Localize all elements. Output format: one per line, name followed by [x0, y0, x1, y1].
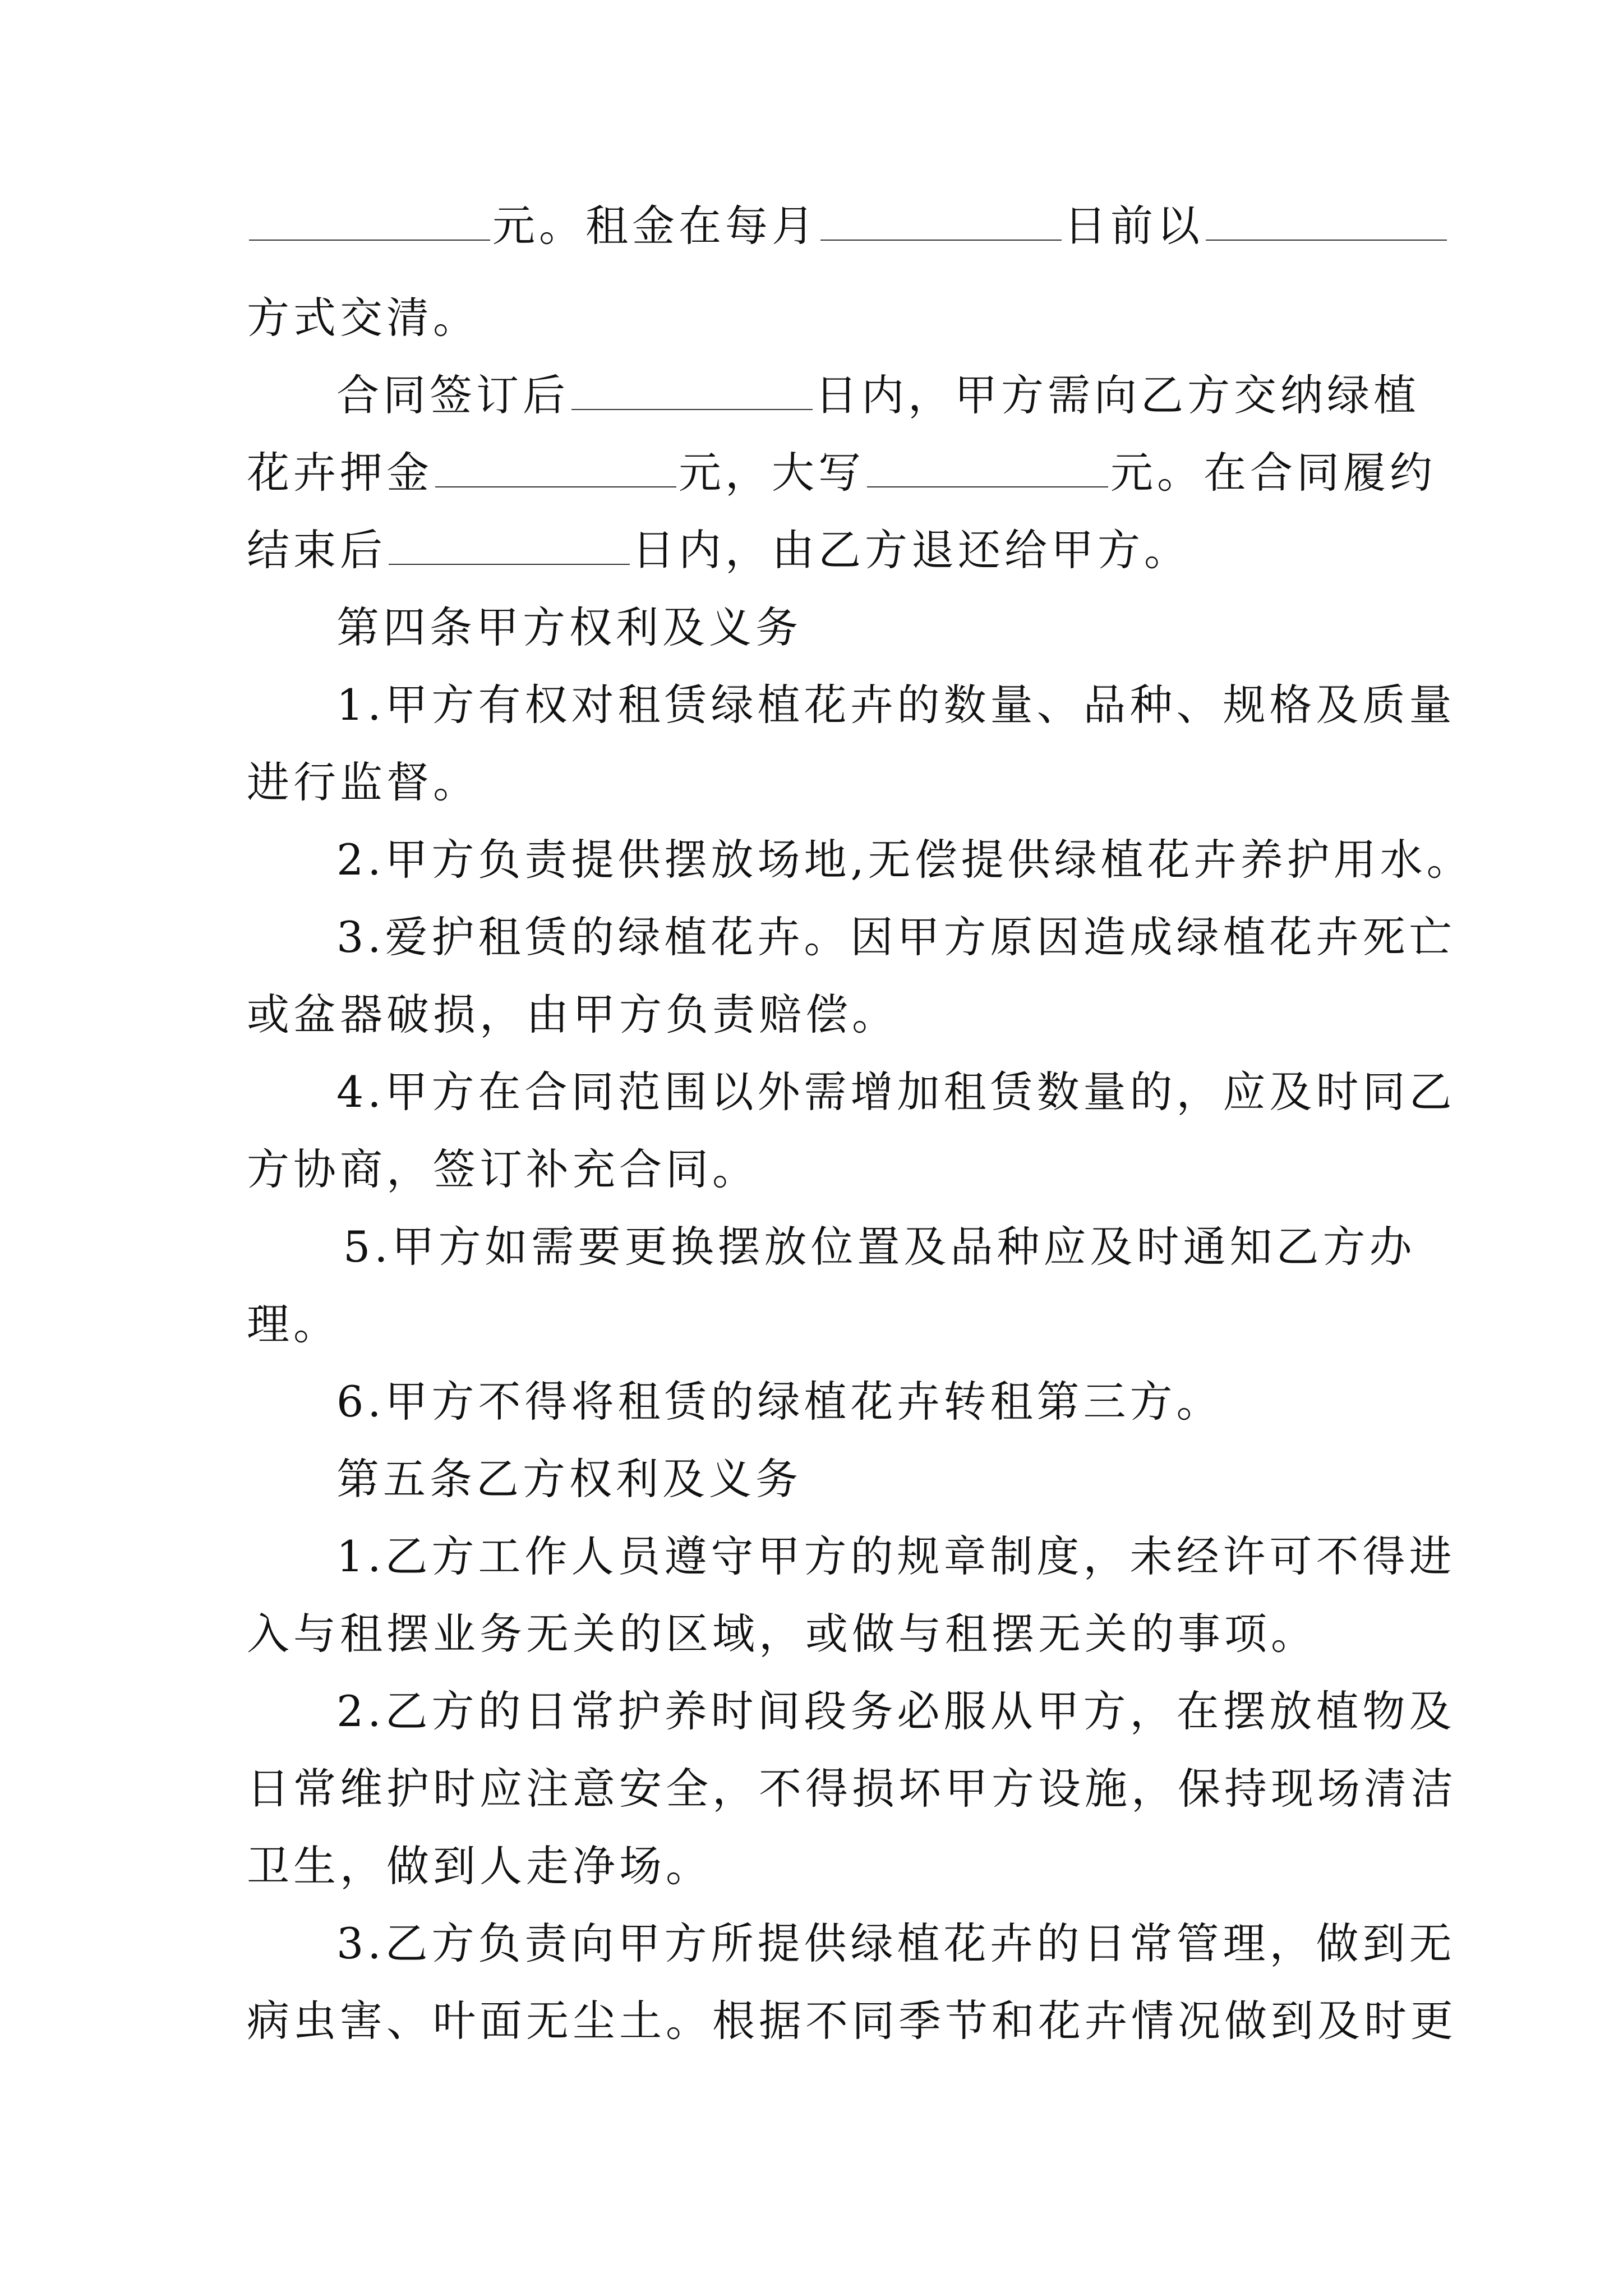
line-text: 5.甲方如需要更换摆放位置及品种应及时通知乙方办 [343, 1222, 1416, 1272]
text-line-5 [247, 522, 1391, 578]
line-text: 结束后 [247, 525, 386, 575]
fill-in-blank [1206, 206, 1447, 241]
section-heading-4 [336, 600, 1391, 656]
text-line-1 [247, 198, 1391, 254]
text-line-3 [336, 367, 1420, 424]
text-line-7 [336, 677, 1456, 733]
heading-text: 第四条甲方权利及义务 [336, 602, 802, 652]
line-text: 元。在合同履约 [1110, 448, 1436, 498]
text-line-13 [247, 1142, 1391, 1198]
fill-in-blank [249, 206, 490, 241]
text-line-2 [247, 290, 1391, 346]
line-text: 进行监督。 [247, 757, 479, 807]
line-text: 花卉押金 [247, 448, 433, 498]
line-text: 日内，由乙方退还给甲方。 [632, 525, 1191, 575]
line-text: 元。租金在每月 [492, 201, 818, 251]
fill-in-blank [820, 206, 1062, 241]
line-text: 日内，甲方需向乙方交纳绿植 [815, 370, 1420, 420]
fill-in-blank [571, 375, 813, 410]
text-line-15 [247, 1296, 1391, 1352]
section-heading-5 [336, 1451, 1391, 1507]
text-line-18 [336, 1529, 1456, 1585]
line-text: 3.乙方负责向甲方所提供绿植花卉的日常管理，做到无 [336, 1918, 1456, 1968]
line-text: 合同签订后 [336, 370, 569, 420]
text-line-24 [247, 1993, 1457, 2049]
line-text: 元，大写 [679, 448, 865, 498]
line-text: 理。 [247, 1299, 340, 1349]
text-line-11 [247, 987, 1391, 1043]
fill-in-blank [435, 453, 676, 487]
line-text: 卫生，做到人走净场。 [247, 1841, 712, 1891]
line-text: 2.甲方负责提供摆放场地,无偿提供绿植花卉养护用水。 [336, 835, 1473, 885]
heading-text: 第五条乙方权利及义务 [336, 1454, 802, 1504]
text-line-23 [336, 1916, 1456, 1972]
text-line-8 [247, 754, 1391, 811]
text-line-4 [247, 445, 1436, 501]
text-line-9 [336, 832, 1473, 888]
line-text: 4.甲方在合同范围以外需增加租赁数量的，应及时同乙 [336, 1067, 1456, 1117]
text-line-22 [247, 1838, 1391, 1894]
line-text: 1.乙方工作人员遵守甲方的规章制度，未经许可不得进 [336, 1531, 1456, 1581]
line-text: 6.甲方不得将租赁的绿植花卉转租第三方。 [336, 1377, 1223, 1427]
line-text: 日常维护时应注意安全，不得损坏甲方设施，保持现场清洁 [247, 1764, 1457, 1814]
line-text: 病虫害、叶面无尘土。根据不同季节和花卉情况做到及时更 [247, 1996, 1457, 2046]
line-text: 1.甲方有权对租赁绿植花卉的数量、品种、规格及质量 [336, 680, 1456, 730]
text-line-20 [336, 1683, 1456, 1740]
text-line-10 [336, 909, 1456, 965]
text-line-12 [336, 1064, 1456, 1120]
line-text: 2.乙方的日常护养时间段务必服从甲方，在摆放植物及 [336, 1686, 1456, 1736]
line-text: 日前以 [1064, 201, 1204, 251]
line-text: 或盆器破损，由甲方负责赔偿。 [247, 990, 898, 1039]
text-line-21 [247, 1761, 1457, 1817]
text-line-16 [336, 1374, 1391, 1430]
text-line-14 [343, 1219, 1416, 1275]
text-line-19 [247, 1606, 1391, 1662]
line-text: 方式交清。 [247, 293, 479, 343]
line-text: 方协商，签订补充合同。 [247, 1144, 759, 1194]
fill-in-blank [389, 530, 630, 565]
line-text: 3.爱护租赁的绿植花卉。因甲方原因造成绿植花卉死亡 [336, 912, 1456, 962]
fill-in-blank [867, 453, 1108, 487]
line-text: 入与租摆业务无关的区域，或做与租摆无关的事项。 [247, 1609, 1317, 1659]
